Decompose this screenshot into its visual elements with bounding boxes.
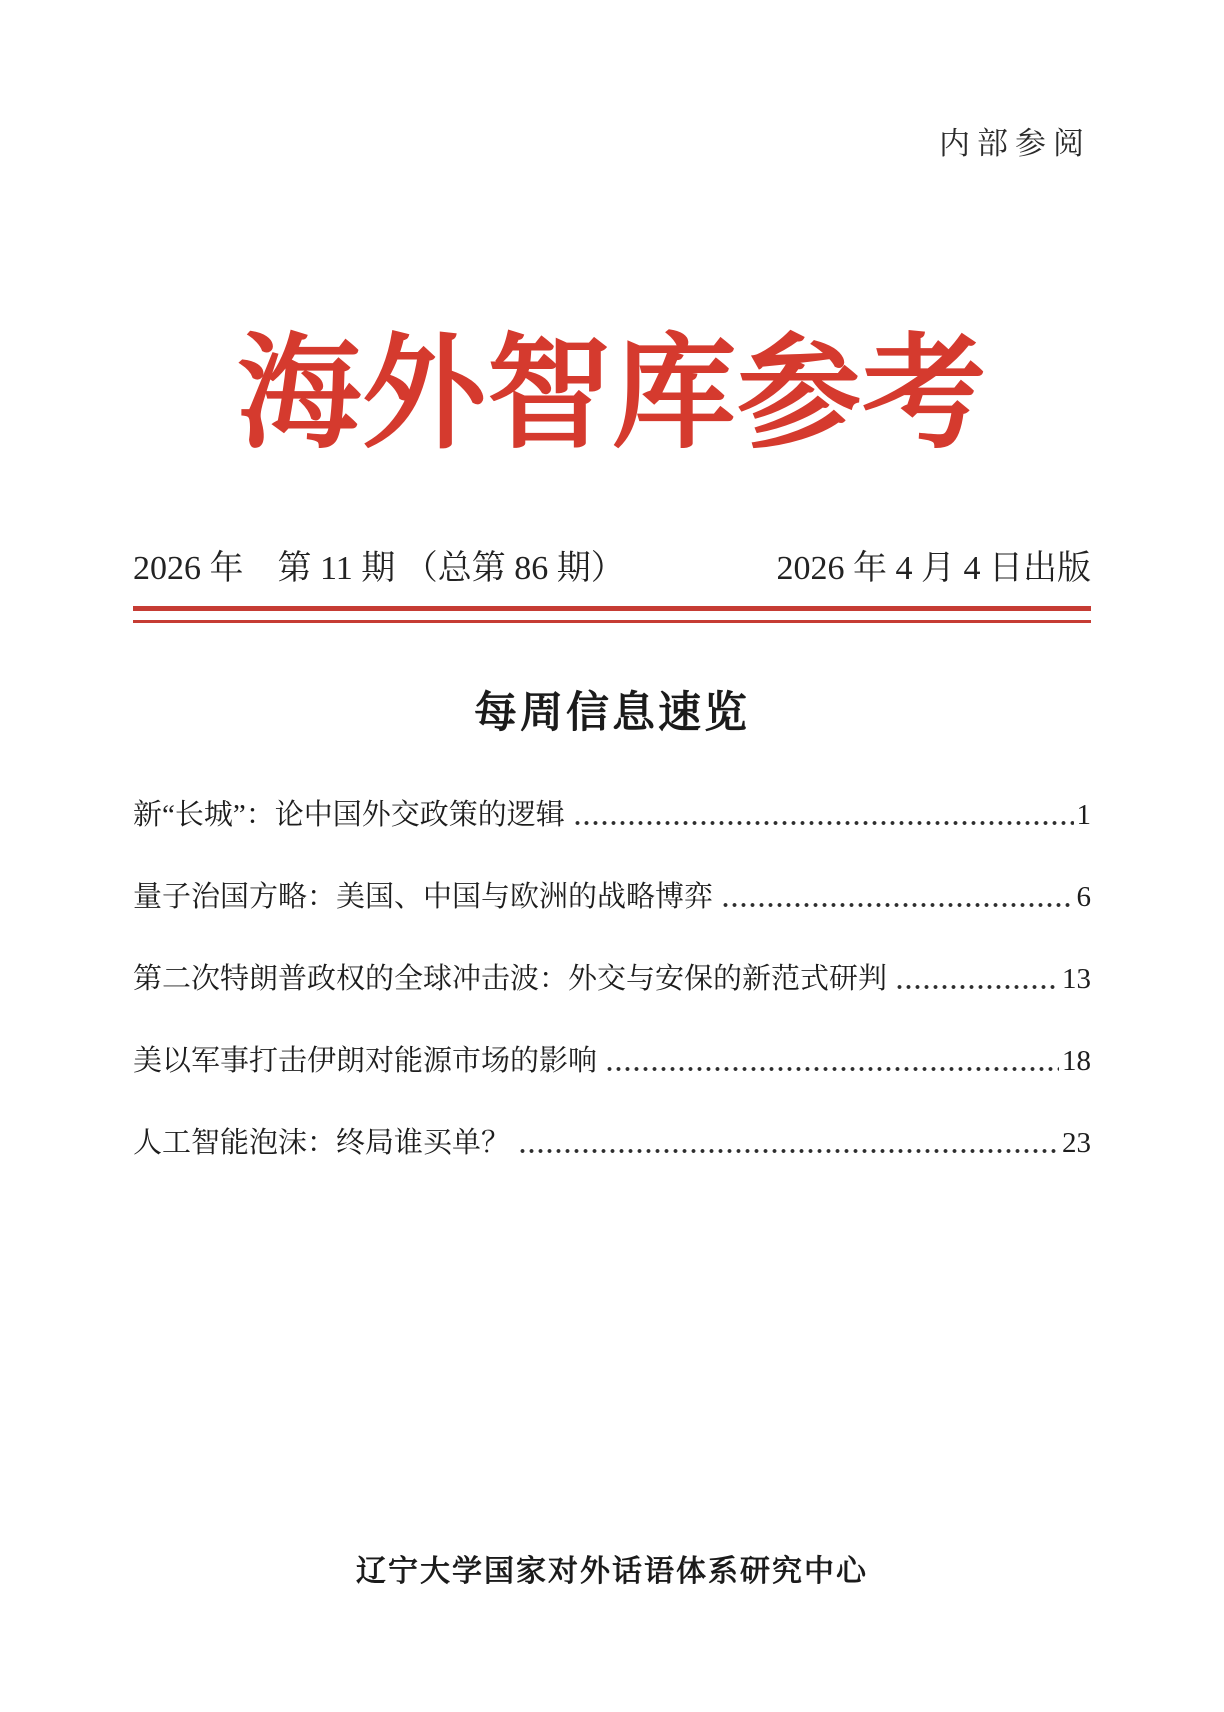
toc-item-title: 美以军事打击伊朗对能源市场的影响	[133, 1045, 598, 1078]
footer-institute: 辽宁大学国家对外话语体系研究中心	[356, 1555, 868, 1588]
toc-item-title: 新“长城”：论中国外交政策的逻辑	[133, 799, 565, 832]
dot-leader	[573, 820, 1074, 826]
toc-item	[133, 956, 1091, 997]
double-red-rule	[133, 606, 1091, 623]
classification-label: 内部参阅	[939, 126, 1091, 161]
toc-item-title: 量子治国方略：美国、中国与欧洲的战略博弈	[133, 881, 714, 914]
dot-leader	[605, 1066, 1059, 1072]
toc-item	[133, 1120, 1091, 1161]
dot-leader	[721, 902, 1073, 908]
toc-item-page: 23	[1062, 1127, 1091, 1160]
page-title: 海外智库参考	[236, 326, 987, 463]
toc-item-page: 1	[1076, 799, 1091, 832]
issue-row	[133, 540, 1091, 589]
issue-info: 2026 年 第 11 期 （总第 86 期）	[133, 550, 625, 588]
toc-item-title: 人工智能泡沫：终局谁买单？	[133, 1127, 511, 1160]
toc-item	[133, 1038, 1091, 1079]
toc-item	[133, 874, 1091, 915]
toc-item	[133, 792, 1091, 833]
section-title: 每周信息速览	[474, 689, 750, 738]
dot-leader	[895, 984, 1059, 990]
toc-item-title: 第二次特朗普政权的全球冲击波：外交与安保的新范式研判	[133, 963, 888, 996]
toc-item-page: 18	[1062, 1045, 1091, 1078]
publish-date: 2026 年 4 月 4 日出版	[776, 550, 1091, 588]
toc	[133, 792, 1091, 1161]
toc-item-page: 6	[1076, 881, 1091, 914]
dot-leader	[518, 1148, 1059, 1154]
toc-item-page: 13	[1062, 963, 1091, 996]
